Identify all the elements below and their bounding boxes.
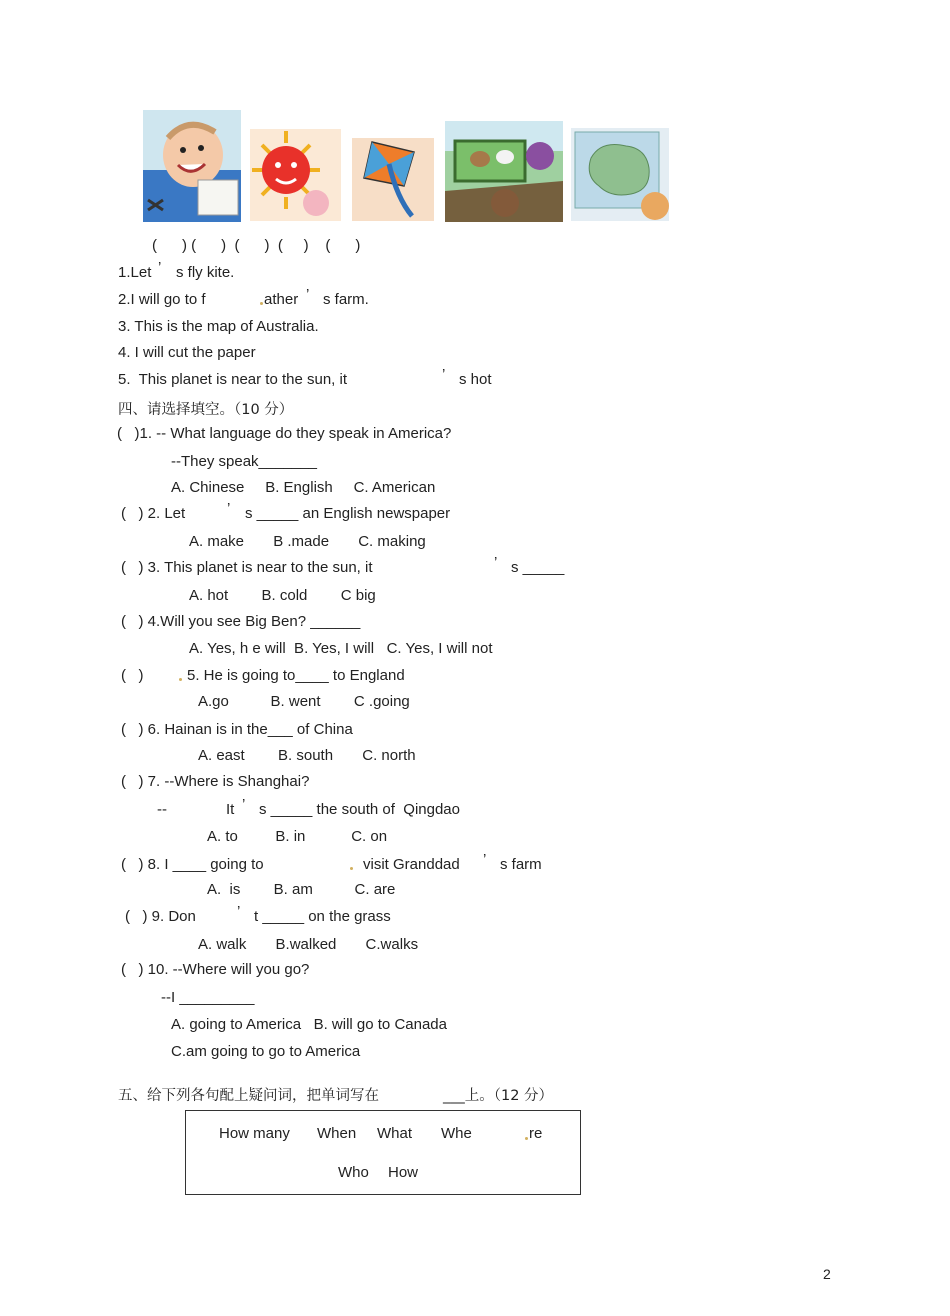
matching-4: 4. I will cut the paper <box>118 344 256 361</box>
question-8: ( ) 8. I ____ going to <box>121 856 264 873</box>
question-5-options: A.go B. went C .going <box>198 693 410 710</box>
apostrophe: ’ <box>494 554 498 571</box>
word-what: What <box>377 1125 413 1142</box>
decorative-dot <box>260 302 263 305</box>
matching-3: 3. This is the map of Australia. <box>118 318 319 335</box>
word-re: re <box>529 1125 543 1142</box>
matching-2-b: ather <box>264 291 299 308</box>
apostrophe: ’ <box>442 366 446 383</box>
question-10-answer-line: --I _________ <box>161 989 255 1006</box>
question-9-b: t _____ on the grass <box>254 908 391 925</box>
matching-2-a: 2.I will go to f <box>118 291 206 308</box>
kite-icon <box>352 138 434 221</box>
question-7-it: It <box>226 801 235 818</box>
question-4: ( ) 4.Will you see Big Ben? ______ <box>121 613 361 630</box>
picture-brackets[interactable]: ( ) ( ) ( ) ( ) ( ) <box>152 237 361 254</box>
apostrophe: ’ <box>483 851 487 868</box>
boy-cutting-paper-icon <box>143 110 241 222</box>
australia-map-icon <box>571 128 669 221</box>
question-8-b: visit Granddad <box>363 856 460 873</box>
word-when: When <box>317 1125 357 1142</box>
question-6-options: A. east B. south C. north <box>198 747 416 764</box>
matching-1-a: 1.Let <box>118 264 152 281</box>
boy-cutting-paper-picture <box>143 110 241 222</box>
section-5-title-a: 五、给下列各句配上疑问词，把单词写在 <box>118 1088 379 1104</box>
question-10-options-2: C.am going to go to America <box>171 1043 361 1060</box>
apostrophe: ’ <box>242 796 246 813</box>
question-1-answer-line: --They speak_______ <box>171 453 317 470</box>
page-number: 2 <box>823 1266 831 1282</box>
question-2-options: A. make B .made C. making <box>189 533 426 550</box>
sun-picture <box>250 129 341 221</box>
question-9: ( ) 9. Don <box>125 908 196 925</box>
question-8-c: s farm <box>500 856 542 873</box>
question-10-options-1: A. going to America B. will go to Canada <box>171 1016 447 1033</box>
word-how-many: How many <box>219 1125 290 1142</box>
apostrophe: ’ <box>237 903 241 920</box>
apostrophe: ’ <box>227 500 231 517</box>
decorative-dot <box>179 678 182 681</box>
question-5: 5. He is going to____ to England <box>187 667 405 684</box>
question-7-dash: -- <box>157 801 167 818</box>
matching-2-c: s farm. <box>323 291 369 308</box>
question-2: ( ) 2. Let <box>121 505 186 522</box>
matching-1-b: s fly kite. <box>176 264 235 281</box>
question-1-options: A. Chinese B. English C. American <box>171 479 436 496</box>
question-5-bracket: ( ) <box>121 667 144 684</box>
section-5-title-b: ___上。（12 分） <box>443 1088 554 1104</box>
map-picture <box>571 128 669 221</box>
word-who: Who <box>338 1164 369 1181</box>
question-8-options: A. is B. am C. are <box>207 881 396 898</box>
question-3: ( ) 3. This planet is near to the sun, it <box>121 559 373 576</box>
question-3-b: s _____ <box>511 559 565 576</box>
question-9-options: A. walk B.walked C.walks <box>198 936 419 953</box>
section-4-title: 四、请选择填空。（10 分） <box>118 402 294 418</box>
question-7-c: s _____ the south of Qingdao <box>259 801 460 818</box>
apostrophe: ’ <box>306 286 310 303</box>
farm-animals-icon <box>445 121 563 222</box>
farm-picture <box>445 121 563 222</box>
word-how: How <box>388 1164 419 1181</box>
kite-picture <box>352 138 434 221</box>
matching-5-b: s hot <box>459 371 492 388</box>
question-1: ( )1. -- What language do they speak in America? <box>117 425 452 442</box>
question-7-options: A. to B. in C. on <box>207 828 388 845</box>
question-10: ( ) 10. --Where will you go? <box>121 961 310 978</box>
decorative-dot <box>525 1137 528 1140</box>
apostrophe: ’ <box>158 259 162 276</box>
matching-5-a: 5. This planet is near to the sun, it <box>118 371 348 388</box>
smiling-sun-icon <box>250 129 341 221</box>
question-4-options: A. Yes, h e will B. Yes, I will C. Yes, I will not <box>189 640 493 657</box>
decorative-dot <box>350 867 353 870</box>
word-box <box>185 1110 581 1195</box>
question-3-options: A. hot B. cold C big <box>189 587 376 604</box>
word-whe: Whe <box>441 1125 472 1142</box>
question-7: ( ) 7. --Where is Shanghai? <box>121 773 310 790</box>
question-6: ( ) 6. Hainan is in the___ of China <box>121 721 353 738</box>
question-2-b: s _____ an English newspaper <box>245 505 451 522</box>
